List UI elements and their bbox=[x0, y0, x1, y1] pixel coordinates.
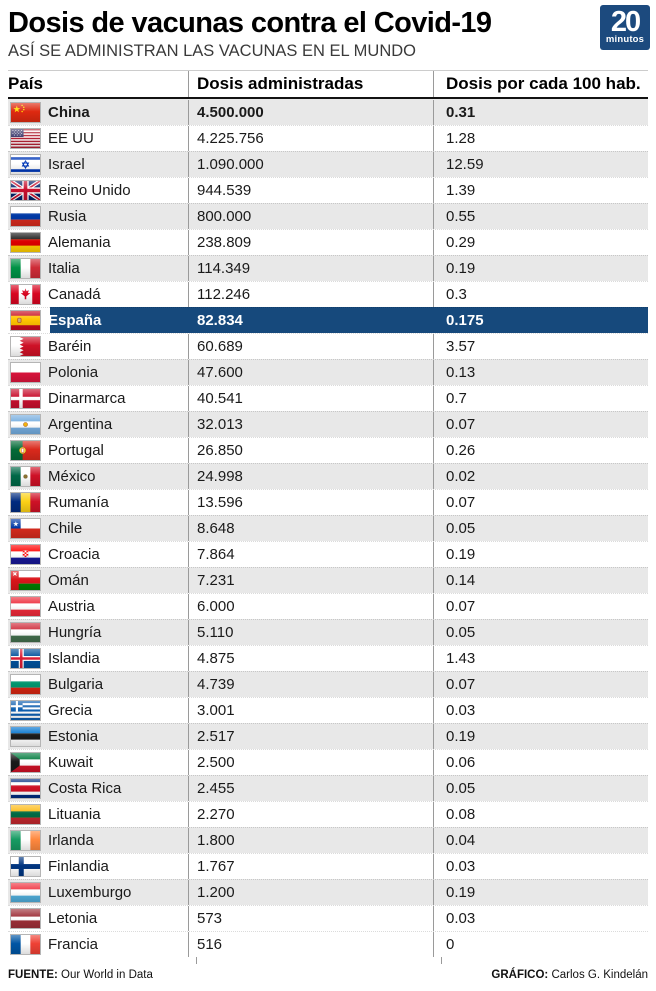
per100-value: 0.04 bbox=[433, 828, 648, 853]
country-name: Hungría bbox=[48, 624, 102, 642]
table-row-bg bbox=[8, 671, 648, 697]
veinte-minutos-logo bbox=[600, 5, 650, 50]
per100-value: 1.43 bbox=[433, 646, 648, 671]
table-row-us bbox=[8, 125, 648, 151]
country-flag-icon bbox=[10, 414, 41, 435]
country-flag-icon bbox=[10, 830, 41, 851]
credit-text: Carlos G. Kindelán bbox=[551, 969, 648, 982]
country-flag-icon bbox=[10, 310, 41, 331]
per100-value: 0.19 bbox=[433, 724, 648, 749]
country-flag-icon bbox=[10, 362, 41, 383]
country-flag-icon bbox=[10, 726, 41, 747]
doses-value: 2.517 bbox=[188, 724, 433, 749]
per100-value: 0.26 bbox=[433, 438, 648, 463]
country-flag-icon bbox=[10, 752, 41, 773]
doses-value: 1.200 bbox=[188, 880, 433, 905]
doses-value: 60.689 bbox=[188, 334, 433, 359]
vaccine-table bbox=[8, 70, 648, 964]
table-tail-rule bbox=[16, 957, 640, 964]
country-name: Portugal bbox=[48, 442, 104, 460]
doses-value: 800.000 bbox=[188, 204, 433, 229]
per100-value: 1.39 bbox=[433, 178, 648, 203]
column-header-per100: Dosis por cada 100 hab. bbox=[433, 71, 648, 97]
table-row-hu bbox=[8, 619, 648, 645]
doses-value: 516 bbox=[188, 932, 433, 957]
country-flag-icon bbox=[10, 882, 41, 903]
country-flag-icon bbox=[10, 440, 41, 461]
country-flag-icon bbox=[10, 492, 41, 513]
doses-value: 238.809 bbox=[188, 230, 433, 255]
country-name: Chile bbox=[48, 520, 83, 538]
country-name: Rusia bbox=[48, 208, 87, 226]
country-name: Dinarmarca bbox=[48, 390, 126, 408]
country-flag-icon bbox=[10, 804, 41, 825]
per100-value: 0.08 bbox=[433, 802, 648, 827]
country-flag-icon bbox=[10, 622, 41, 643]
doses-value: 1.767 bbox=[188, 854, 433, 879]
per100-value: 0.07 bbox=[433, 594, 648, 619]
country-name: Estonia bbox=[48, 728, 99, 746]
country-name: Irlanda bbox=[48, 832, 94, 850]
doses-value: 5.110 bbox=[188, 620, 433, 645]
country-name: España bbox=[48, 312, 102, 330]
per100-value: 1.28 bbox=[433, 126, 648, 151]
table-row-fr bbox=[8, 931, 648, 957]
source-text: Our World in Data bbox=[61, 969, 153, 982]
doses-value: 82.834 bbox=[197, 312, 243, 330]
country-flag-icon bbox=[10, 648, 41, 669]
table-header-row bbox=[8, 70, 648, 99]
doses-value: 3.001 bbox=[188, 698, 433, 723]
graphic-credit bbox=[491, 969, 648, 981]
table-row-cl bbox=[8, 515, 648, 541]
doses-value: 4.225.756 bbox=[188, 126, 433, 151]
per100-value: 0.19 bbox=[433, 880, 648, 905]
country-name: EE UU bbox=[48, 130, 94, 148]
country-flag-icon bbox=[10, 518, 41, 539]
per100-value: 0 bbox=[433, 932, 648, 957]
country-name: Canadá bbox=[48, 286, 101, 304]
table-row-il bbox=[8, 151, 648, 177]
doses-value: 32.013 bbox=[188, 412, 433, 437]
per100-value: 0.02 bbox=[433, 464, 648, 489]
doses-value: 944.539 bbox=[188, 178, 433, 203]
country-name: Finlandia bbox=[48, 858, 109, 876]
table-row-om bbox=[8, 567, 648, 593]
doses-value: 47.600 bbox=[188, 360, 433, 385]
country-name: Baréin bbox=[48, 338, 92, 356]
doses-value: 40.541 bbox=[188, 386, 433, 411]
table-row-pt bbox=[8, 437, 648, 463]
per100-value: 0.19 bbox=[433, 256, 648, 281]
country-flag-icon bbox=[10, 232, 41, 253]
per100-value: 0.7 bbox=[433, 386, 648, 411]
table-row-kw bbox=[8, 749, 648, 775]
country-flag-icon bbox=[10, 778, 41, 799]
country-flag-icon bbox=[10, 596, 41, 617]
table-row-ro bbox=[8, 489, 648, 515]
country-name: Croacia bbox=[48, 546, 100, 564]
doses-value: 1.090.000 bbox=[188, 152, 433, 177]
doses-value: 114.349 bbox=[188, 256, 433, 281]
table-row-cn bbox=[8, 99, 648, 125]
table-row-gr bbox=[8, 697, 648, 723]
doses-value: 24.998 bbox=[188, 464, 433, 489]
country-name: Luxemburgo bbox=[48, 884, 132, 902]
doses-value: 6.000 bbox=[188, 594, 433, 619]
table-row-cr bbox=[8, 775, 648, 801]
country-name: Letonia bbox=[48, 910, 98, 928]
doses-value: 112.246 bbox=[188, 282, 433, 307]
country-name: Argentina bbox=[48, 416, 113, 434]
per100-value: 0.05 bbox=[433, 516, 648, 541]
logo-word: minutos bbox=[605, 34, 645, 45]
country-name: Alemania bbox=[48, 234, 111, 252]
logo-number: 20 bbox=[610, 6, 640, 38]
country-name: Polonia bbox=[48, 364, 99, 382]
per100-value: 0.14 bbox=[433, 568, 648, 593]
source-label: FUENTE: bbox=[8, 969, 58, 982]
table-row-ie bbox=[8, 827, 648, 853]
doses-value: 26.850 bbox=[188, 438, 433, 463]
per100-value: 12.59 bbox=[433, 152, 648, 177]
country-flag-icon bbox=[10, 102, 41, 123]
per100-value: 0.07 bbox=[433, 412, 648, 437]
doses-value: 4.500.000 bbox=[188, 100, 433, 125]
country-name: Italia bbox=[48, 260, 80, 278]
page-title: Dosis de vacunas contra el Covid-19 bbox=[8, 7, 492, 39]
country-flag-icon bbox=[10, 258, 41, 279]
country-flag-icon bbox=[10, 570, 41, 591]
doses-value: 573 bbox=[188, 906, 433, 931]
doses-value: 13.596 bbox=[188, 490, 433, 515]
country-flag-icon bbox=[10, 206, 41, 227]
per100-value: 0.31 bbox=[433, 100, 648, 125]
per100-value: 0.175 bbox=[446, 312, 484, 330]
country-flag-icon bbox=[10, 180, 41, 201]
country-flag-icon bbox=[10, 128, 41, 149]
table-row-bh bbox=[8, 333, 648, 359]
table-row-hr bbox=[8, 541, 648, 567]
country-flag-icon bbox=[10, 388, 41, 409]
per100-value: 0.03 bbox=[433, 854, 648, 879]
table-row-es bbox=[8, 307, 648, 333]
country-name: Israel bbox=[48, 156, 85, 174]
country-flag-icon bbox=[10, 700, 41, 721]
per100-value: 0.3 bbox=[433, 282, 648, 307]
table-row-lv bbox=[8, 905, 648, 931]
country-name: Bulgaria bbox=[48, 676, 104, 694]
country-flag-icon bbox=[10, 856, 41, 877]
table-row-gb bbox=[8, 177, 648, 203]
doses-value: 2.500 bbox=[188, 750, 433, 775]
per100-value: 0.05 bbox=[433, 776, 648, 801]
table-row-ee bbox=[8, 723, 648, 749]
column-header-doses: Dosis administradas bbox=[188, 71, 433, 97]
table-row-de bbox=[8, 229, 648, 255]
country-name: Omán bbox=[48, 572, 89, 590]
country-name: Rumanía bbox=[48, 494, 109, 512]
doses-value: 2.455 bbox=[188, 776, 433, 801]
country-name: Islandia bbox=[48, 650, 100, 668]
doses-value: 7.864 bbox=[188, 542, 433, 567]
country-flag-icon bbox=[10, 908, 41, 929]
per100-value: 0.05 bbox=[433, 620, 648, 645]
credit-label: GRÁFICO: bbox=[491, 969, 549, 982]
table-row-ar bbox=[8, 411, 648, 437]
table-row-lt bbox=[8, 801, 648, 827]
footer bbox=[8, 969, 648, 981]
doses-value: 4.739 bbox=[188, 672, 433, 697]
country-flag-icon bbox=[10, 674, 41, 695]
per100-value: 0.29 bbox=[433, 230, 648, 255]
per100-value: 0.19 bbox=[433, 542, 648, 567]
table-row-ca bbox=[8, 281, 648, 307]
doses-value: 7.231 bbox=[188, 568, 433, 593]
doses-value: 1.800 bbox=[188, 828, 433, 853]
country-name: Austria bbox=[48, 598, 95, 616]
country-flag-icon bbox=[10, 934, 41, 955]
column-header-country: País bbox=[8, 74, 43, 94]
country-name: Grecia bbox=[48, 702, 93, 720]
per100-value: 0.07 bbox=[433, 672, 648, 697]
country-name: Francia bbox=[48, 936, 99, 954]
per100-value: 0.13 bbox=[433, 360, 648, 385]
country-name: Kuwait bbox=[48, 754, 94, 772]
country-name: China bbox=[48, 104, 90, 122]
table-row-it bbox=[8, 255, 648, 281]
country-flag-icon bbox=[10, 284, 41, 305]
per100-value: 0.03 bbox=[433, 906, 648, 931]
header bbox=[0, 0, 656, 61]
page-subtitle: ASÍ SE ADMINISTRAN LAS VACUNAS EN EL MUNDO bbox=[8, 42, 417, 61]
doses-value: 2.270 bbox=[188, 802, 433, 827]
per100-value: 3.57 bbox=[433, 334, 648, 359]
table-row-at bbox=[8, 593, 648, 619]
country-flag-icon bbox=[10, 544, 41, 565]
table-row-ru bbox=[8, 203, 648, 229]
doses-value: 8.648 bbox=[188, 516, 433, 541]
table-row-mx bbox=[8, 463, 648, 489]
per100-value: 0.03 bbox=[433, 698, 648, 723]
per100-value: 0.55 bbox=[433, 204, 648, 229]
table-row-lu bbox=[8, 879, 648, 905]
table-row-is bbox=[8, 645, 648, 671]
table-row-fi bbox=[8, 853, 648, 879]
table-row-dk bbox=[8, 385, 648, 411]
country-name: Lituania bbox=[48, 806, 101, 824]
doses-value: 4.875 bbox=[188, 646, 433, 671]
table-row-pl bbox=[8, 359, 648, 385]
country-name: México bbox=[48, 468, 96, 486]
country-name: Costa Rica bbox=[48, 780, 122, 798]
country-flag-icon bbox=[10, 154, 41, 175]
country-flag-icon bbox=[10, 336, 41, 357]
country-flag-icon bbox=[10, 466, 41, 487]
per100-value: 0.07 bbox=[433, 490, 648, 515]
per100-value: 0.06 bbox=[433, 750, 648, 775]
source-credit bbox=[8, 969, 153, 981]
table-body bbox=[8, 99, 648, 957]
country-name: Reino Unido bbox=[48, 182, 131, 200]
